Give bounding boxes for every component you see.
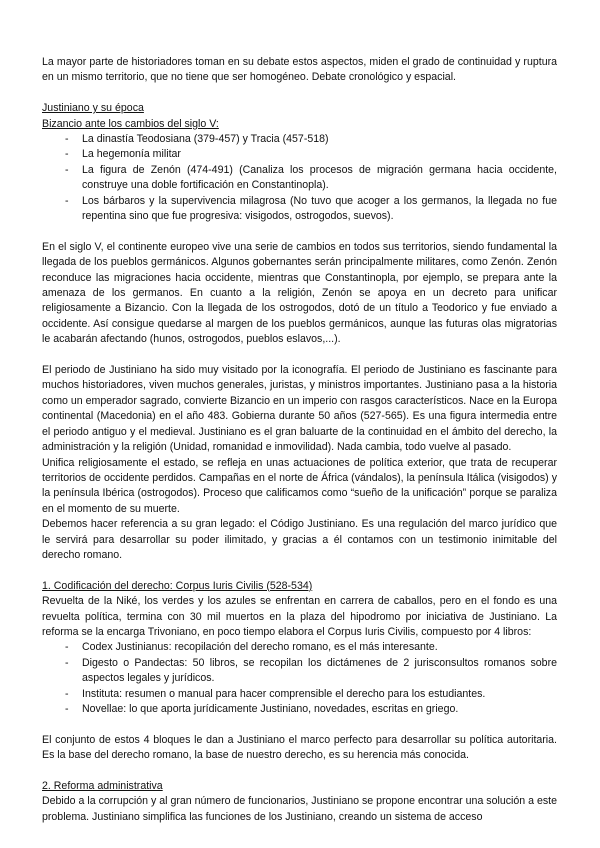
bizancio-list (42, 132, 557, 224)
siglo-v-paragraph: En el siglo V, el continente europeo vive una serie de cambios en todos sus territorios, siendo fundamental la llegada de los pueblos germánicos. Algunos gobernantes serán principalmente militares, como Zenón. Zenón reconduce las migraciones hacia occidente, mientras que Constantinopla, por ejemplo, se prepara ante la amenaza de los germanos. En cuanto a la religión, Zenón se apoya en un decreto para unificar religiosamente a Bizancio. Con la llegada de los ostrogodos, dotó de un título a Teodorico y fue enviado a occidente. Así consigue quedarse al margen de los pueblos germánicos, aunque las futuras olas migratorias le acabarán afectando (hunos, ostrogodos, pueblos eslavos,...). (42, 240, 557, 346)
section-heading-codificacion: 1. Codificación del derecho: Corpus Iuris Civilis (528-534) (42, 579, 313, 592)
corpus-list (42, 640, 557, 717)
justiniano-paragraph-1: El periodo de Justiniano ha sido muy visitado por la iconografía. El periodo de Justiniano es fascinante para muchos historiadores, viven muchos generales, juristas, y ministros importantes. Justiniano pasa a la historia como un emperador sagrado, convierte Bizancio en un imperio con rasgos característicos. Nace en la Europa continental (Macedonia) en el año 483. Gobierna durante 50 años (527-565). Es una figura intermedia entre el periodo antiguo y el medieval. Justiniano es el gran baluarte de la continuidad en el ámbito del derecho, la administración y la religión (Unidad, romanidad e inmovilidad). Nada cambia, todo vuelve al pasado. (42, 364, 557, 454)
list-item: - Los bárbaros y la supervivencia milagrosa (No tuvo que acoger a los germanos, la llegada no fue repentina sino que fue progresiva: visigodos, ostrogodos, suevos). (65, 194, 557, 225)
list-item: - Codex Justinianus: recopilación del derecho romano, es el más interesante. (65, 640, 557, 655)
list-item: - La figura de Zenón (474-491) (Canaliza los procesos de migración germana hacia occidente, construye una doble fortificación en Constantinopla). (65, 163, 557, 194)
section-heading-justiniano: Justiniano y su época (42, 102, 144, 115)
section-heading-reforma: 2. Reforma administrativa (42, 780, 163, 792)
list-item: - La hegemonía militar (65, 147, 557, 162)
intro-paragraph: La mayor parte de historiadores toman en su debate estos aspectos, miden el grado de continuidad y ruptura en un mismo territorio, que no tiene que ser homogéneo. Debate cronológico y espacial. (42, 56, 557, 84)
list-item: - Instituta: resumen o manual para hacer comprensible el derecho para los estudiantes. (65, 687, 557, 702)
justiniano-paragraph-2: Unifica religiosamente el estado, se refleja en unas actuaciones de política exterior, que trata de recuperar territorios de occidente perdidos. Campañas en el norte de África (vándalos), la península Itálica (visigodos) y la península Ibérica (ostrogodos). Proceso que calificamos como “sueño de la unificación” porque se paraliza en el momento de su muerte. (42, 456, 557, 515)
conjunto-paragraph: El conjunto de estos 4 bloques le dan a Justiniano el marco perfecto para desarrollar su política autoritaria. Es la base del derecho romano, la base de nuestro derecho, es su herencia más conocida. (42, 733, 557, 762)
list-item: - Novellae: lo que aporta jurídicamente Justiniano, novedades, escritas en griego. (65, 702, 557, 717)
subheading-bizancio: Bizancio ante los cambios del siglo V: (42, 117, 219, 130)
codificacion-paragraph: Revuelta de la Niké, los verdes y los azules se enfrentan en carrera de caballos, pero en el fondo es una revuelta política, termina con 30 mil muertos en la plaza del hipodromo por iniciativa de Justiniano. La reforma se la encarga Trivoniano, en poco tiempo elabora el Corpus Iuris Civilis, compuesto por 4 libros: (42, 595, 557, 638)
justiniano-paragraph-3: Debemos hacer referencia a su gran legado: el Código Justiniano. Es una regulación del marco jurídico que le servirá para desarrollar su poder ilimitado, y gracias a él contamos con un testimonio inimitable del derecho romano. (42, 518, 557, 561)
list-item: - Digesto o Pandectas: 50 libros, se recopilan los dictámenes de 2 jurisconsultos romanos sobre aspectos legales y jurídicos. (65, 656, 557, 687)
reforma-paragraph: Debido a la corrupción y al gran número de funcionarios, Justiniano se propone encontrar una solución a este problema. Justiniano simplifica las funciones de los Justiniano, creando un sistema de acceso (42, 795, 557, 823)
list-item: - La dinastía Teodosiana (379-457) y Tracia (457-518) (65, 132, 557, 147)
document-body (42, 55, 557, 825)
